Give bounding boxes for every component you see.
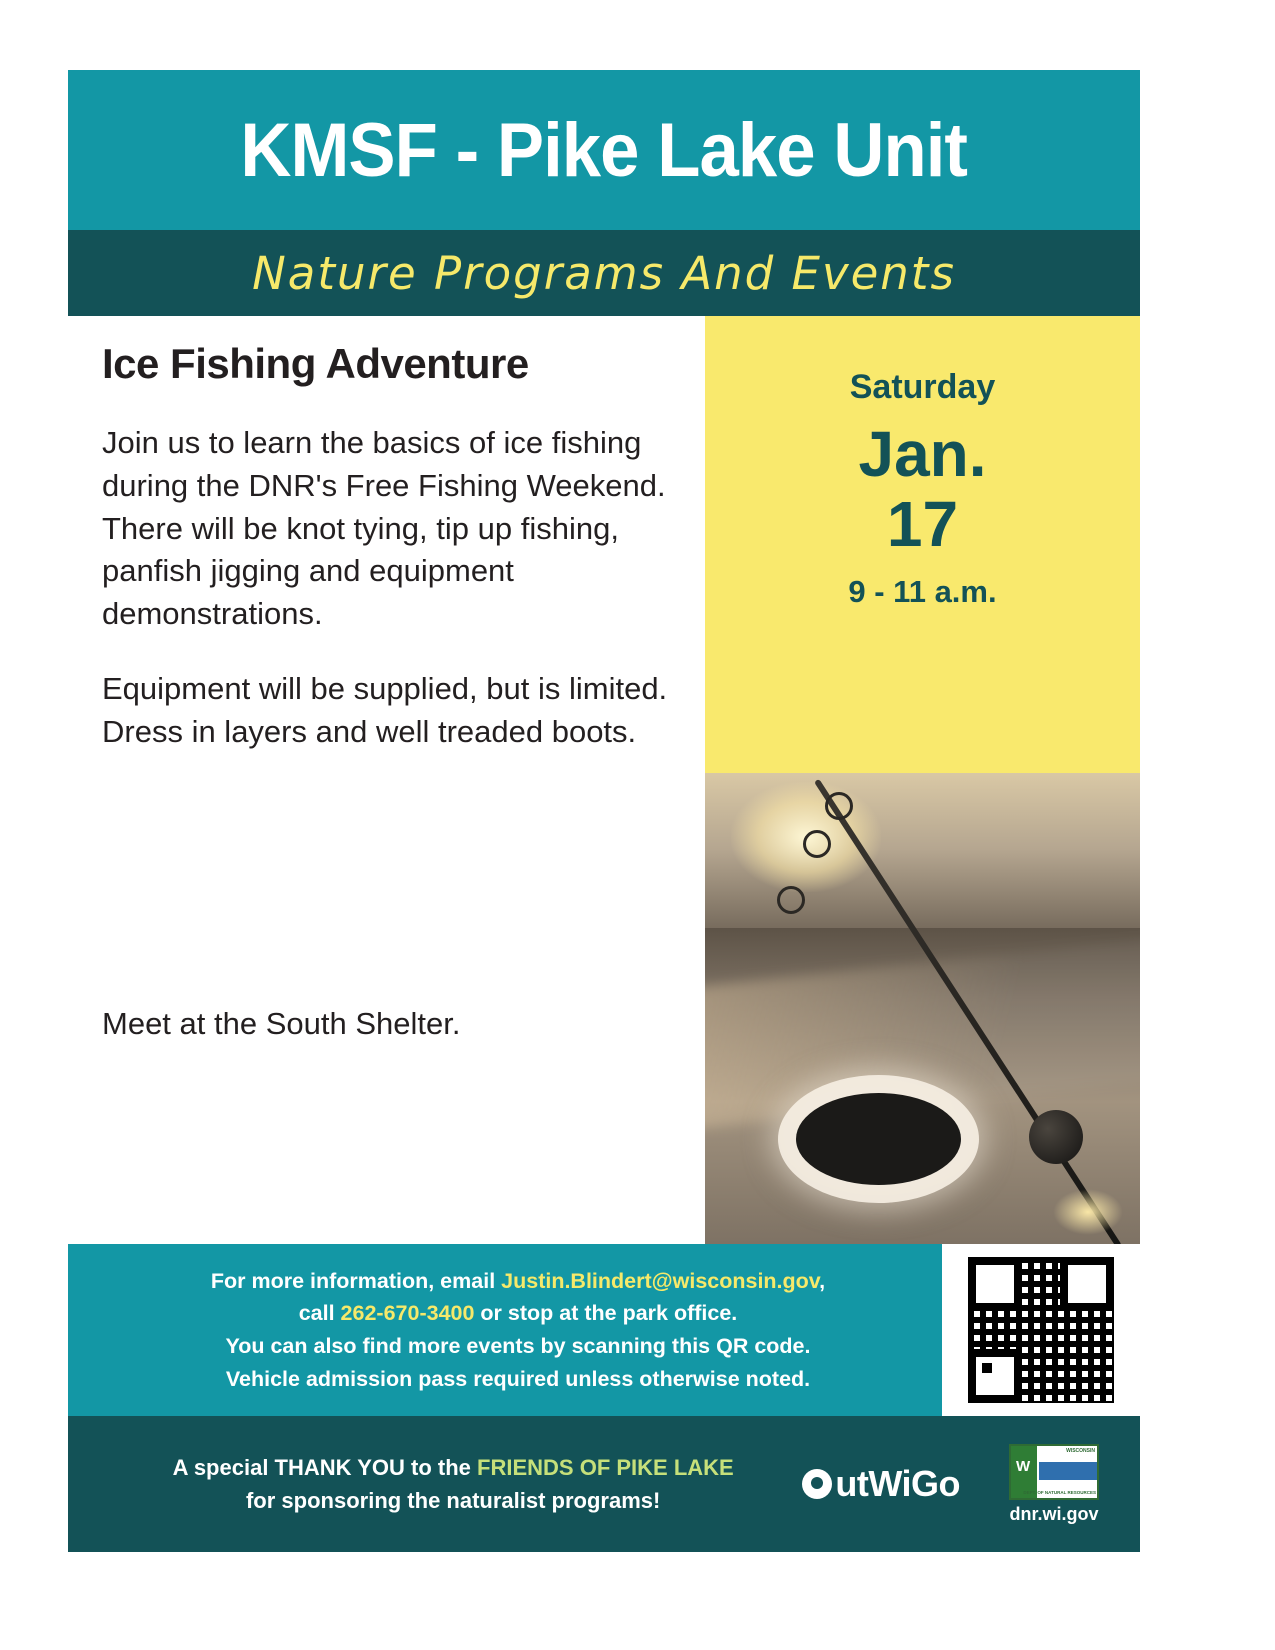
date-and-photo-column (705, 316, 1140, 1244)
ice-fishing-photo (705, 773, 1140, 1244)
event-date-box (705, 316, 1140, 773)
info-email-prefix: For more information, email (210, 1268, 502, 1293)
page-title: KMSF - Pike Lake Unit (240, 107, 968, 193)
subtitle-banner (68, 230, 1140, 316)
fishing-reel (1029, 1110, 1083, 1164)
sponsor-name: FRIENDS OF PIKE LAKE (477, 1455, 734, 1480)
info-email-suffix: , (819, 1268, 826, 1293)
dnr-label-bottom: DEPT. OF NATURAL RESOURCES (1023, 1489, 1096, 1495)
page-subtitle: Nature Programs And Events (252, 246, 956, 300)
qr-code-container (942, 1244, 1140, 1416)
contact-line-phone (94, 1297, 942, 1330)
rod-guide-icon (803, 830, 831, 858)
info-phone-prefix: call (298, 1301, 341, 1326)
outwigo-label: utWiGo (835, 1463, 960, 1504)
event-description: Join us to learn the basics of ice fishing during the DNR's Free Fishing Weekend. There will be knot tying, tip up fishing, panfish jigging and equipment demonstrations. (102, 425, 666, 632)
footer-band (68, 1416, 1140, 1552)
dnr-url[interactable]: dnr.wi.gov (1009, 1503, 1099, 1524)
event-meeting-location: Meet at the South Shelter. (102, 1006, 461, 1042)
event-title: Ice Fishing Adventure (102, 340, 529, 387)
outwigo-mark-icon (802, 1469, 832, 1499)
contact-info-text (68, 1265, 942, 1396)
sponsor-line-1 (104, 1451, 802, 1484)
dnr-badge-water (1039, 1462, 1097, 1480)
contact-info-band (68, 1244, 1140, 1416)
event-details-column (68, 316, 705, 1244)
dnr-badge-icon (1009, 1444, 1099, 1500)
ice-hole (796, 1093, 961, 1185)
event-month: Jan. (858, 418, 987, 490)
contact-phone[interactable]: 262-670-3400 (340, 1301, 475, 1326)
event-equipment-note: Equipment will be supplied, but is limited. Dress in layers and well treaded boots. (102, 670, 668, 749)
dnr-label-top: WISCONSIN (1066, 1447, 1095, 1454)
outwigo-logo (802, 1463, 960, 1505)
sun-reflection (1053, 1189, 1123, 1235)
rod-guide-icon (825, 792, 853, 820)
contact-line-email (94, 1265, 942, 1298)
title-banner (68, 70, 1140, 230)
thanks-prefix: A special THANK YOU to the (172, 1455, 478, 1480)
event-day-of-week: Saturday (849, 368, 996, 406)
flyer-poster (68, 70, 1140, 1523)
contact-email[interactable]: Justin.Blindert@wisconsin.gov (501, 1268, 820, 1293)
rod-guide-icon (777, 886, 805, 914)
event-day-number: 17 (886, 488, 959, 561)
qr-code-icon[interactable] (968, 1257, 1114, 1403)
contact-line-admission: Vehicle admission pass required unless otherwise noted. (225, 1366, 811, 1391)
sponsor-line-2: for sponsoring the naturalist programs! (245, 1488, 661, 1513)
main-content (68, 316, 1140, 1244)
info-phone-suffix: or stop at the park office. (474, 1301, 738, 1326)
contact-line-qr: You can also find more events by scanning this QR code. (225, 1334, 811, 1358)
dnr-logo (994, 1444, 1114, 1525)
event-time: 9 - 11 a.m. (848, 573, 997, 609)
sponsor-thanks (94, 1451, 802, 1517)
